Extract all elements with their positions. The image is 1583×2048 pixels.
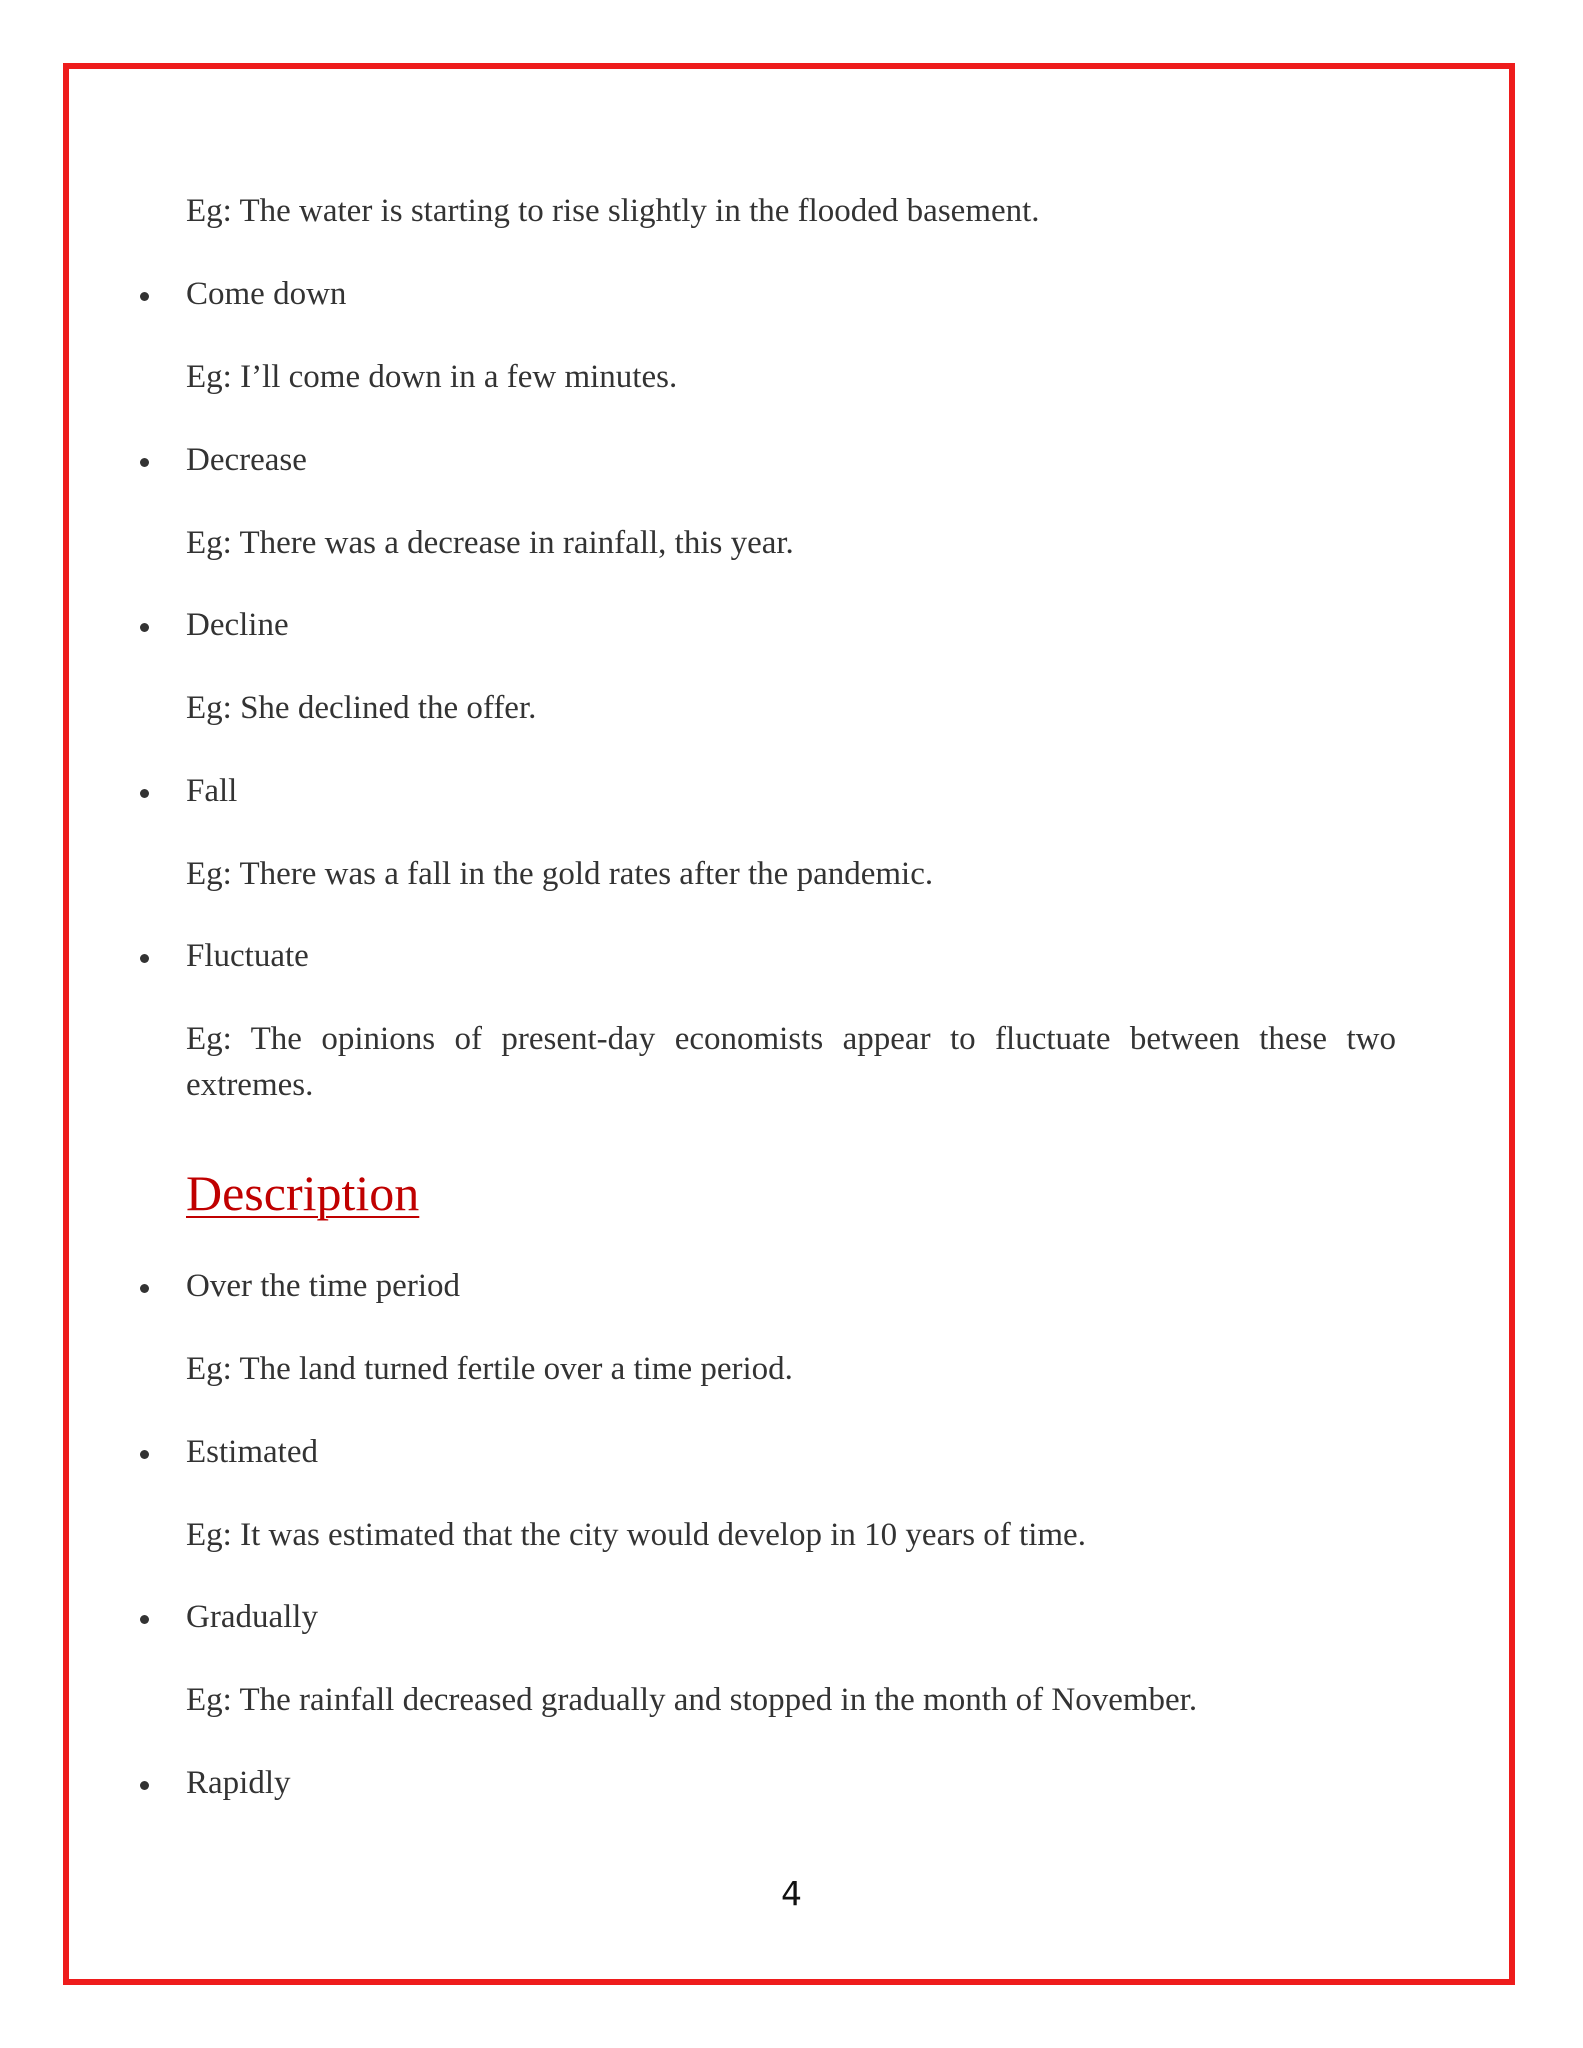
example-decrease: Eg: There was a decrease in rainfall, this year. [186, 525, 794, 561]
example-fluctuate: Eg: The opinions of present-day economists appear to fluctuate between these two extremes. [186, 1021, 1396, 1103]
page-number: 4 [781, 1874, 802, 1913]
term-decline: Decline [186, 607, 289, 643]
section-heading-description: Description [186, 1165, 420, 1221]
term-rapidly: Rapidly [186, 1765, 291, 1801]
bullet-icon [140, 1450, 149, 1459]
term-gradually: Gradually [186, 1599, 318, 1635]
intro-example: Eg: The water is starting to rise slightly in the flooded basement. [186, 193, 1040, 229]
bullet-icon [140, 1284, 149, 1293]
bullet-icon [140, 458, 149, 467]
term-over-the-time-period: Over the time period [186, 1268, 460, 1304]
term-fluctuate: Fluctuate [186, 938, 309, 974]
bullet-icon [140, 789, 149, 798]
term-fall: Fall [186, 773, 238, 809]
bullet-icon [140, 623, 149, 632]
term-estimated: Estimated [186, 1434, 318, 1470]
bullet-icon [140, 1781, 149, 1790]
bullet-icon [140, 954, 149, 963]
term-decrease: Decrease [186, 442, 307, 478]
example-fall: Eg: There was a fall in the gold rates after the pandemic. [186, 856, 934, 892]
example-come-down: Eg: I’ll come down in a few minutes. [186, 359, 678, 395]
example-over-the-time-period: Eg: The land turned fertile over a time period. [186, 1351, 793, 1387]
bullet-icon [140, 1615, 149, 1624]
example-gradually: Eg: The rainfall decreased gradually and stopped in the month of November. [186, 1682, 1198, 1718]
example-estimated: Eg: It was estimated that the city would develop in 10 years of time. [186, 1517, 1086, 1553]
example-decline: Eg: She declined the offer. [186, 690, 537, 726]
bullet-icon [140, 292, 149, 301]
term-come-down: Come down [186, 276, 347, 312]
